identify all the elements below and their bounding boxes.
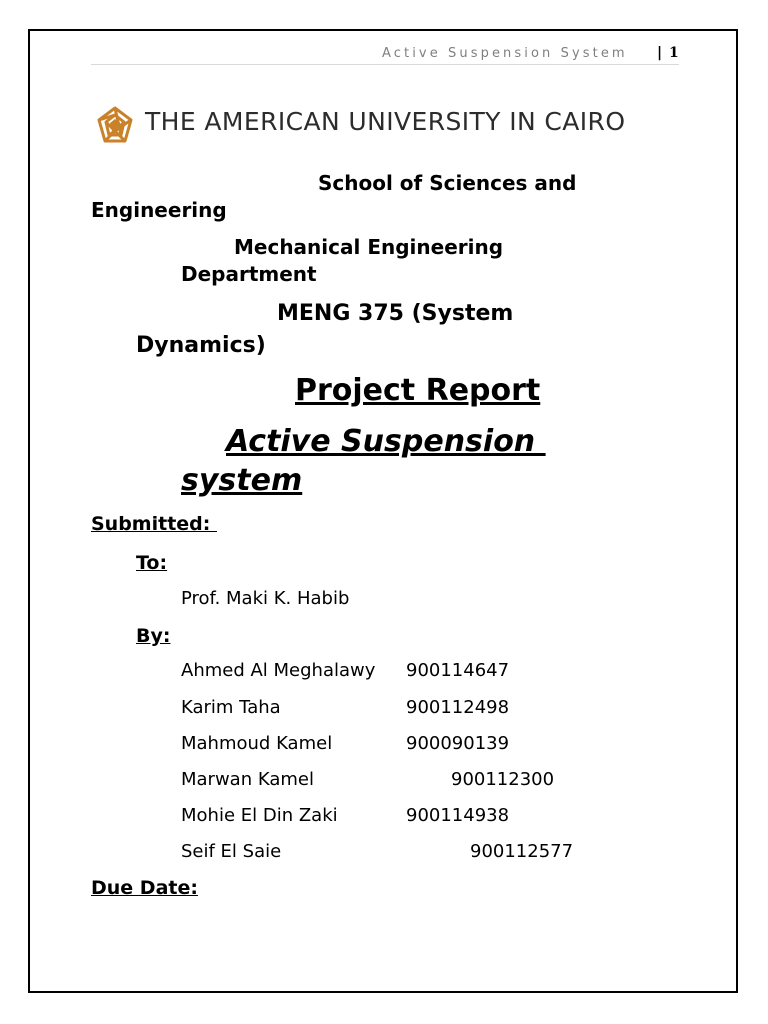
page-number: 1 [669,45,679,61]
school-name-line1: School of Sciences and [318,171,577,195]
school-name-line2: Engineering [91,198,227,222]
student-name: Karim Taha [181,697,281,718]
student-name: Ahmed Al Meghalawy [181,660,376,681]
student-id: 900112498 [406,697,510,718]
to-label: To: [136,552,168,574]
university-name: THE AMERICAN UNIVERSITY IN CAIRO [145,107,626,136]
department-line1: Mechanical Engineering [234,235,504,259]
due-date-label: Due Date: [91,877,198,899]
student-name: Seif El Saie [181,841,282,862]
header-rule [91,64,679,65]
student-id: 900114647 [406,660,510,681]
submitted-label: Submitted: [91,513,217,535]
student-id: 900090139 [406,733,510,754]
professor-name: Prof. Maki K. Habib [181,588,350,609]
report-type-title: Project Report [295,373,541,408]
running-header-title: Active Suspension System [382,46,628,61]
student-name: Mohie El Din Zaki [181,805,338,826]
student-id: 900114938 [406,805,510,826]
project-title-line1: Active Suspension [226,424,546,459]
student-id: 900112577 [470,841,574,862]
course-line1: MENG 375 (System [277,301,514,326]
university-logo-icon [95,105,135,151]
running-header-separator: | [657,45,663,61]
by-label: By: [136,625,171,647]
student-id: 900112300 [451,769,555,790]
department-line2: Department [181,262,317,286]
project-title-line2: system [181,463,303,498]
student-name: Marwan Kamel [181,769,314,790]
student-name: Mahmoud Kamel [181,733,333,754]
course-line2: Dynamics) [136,333,266,358]
